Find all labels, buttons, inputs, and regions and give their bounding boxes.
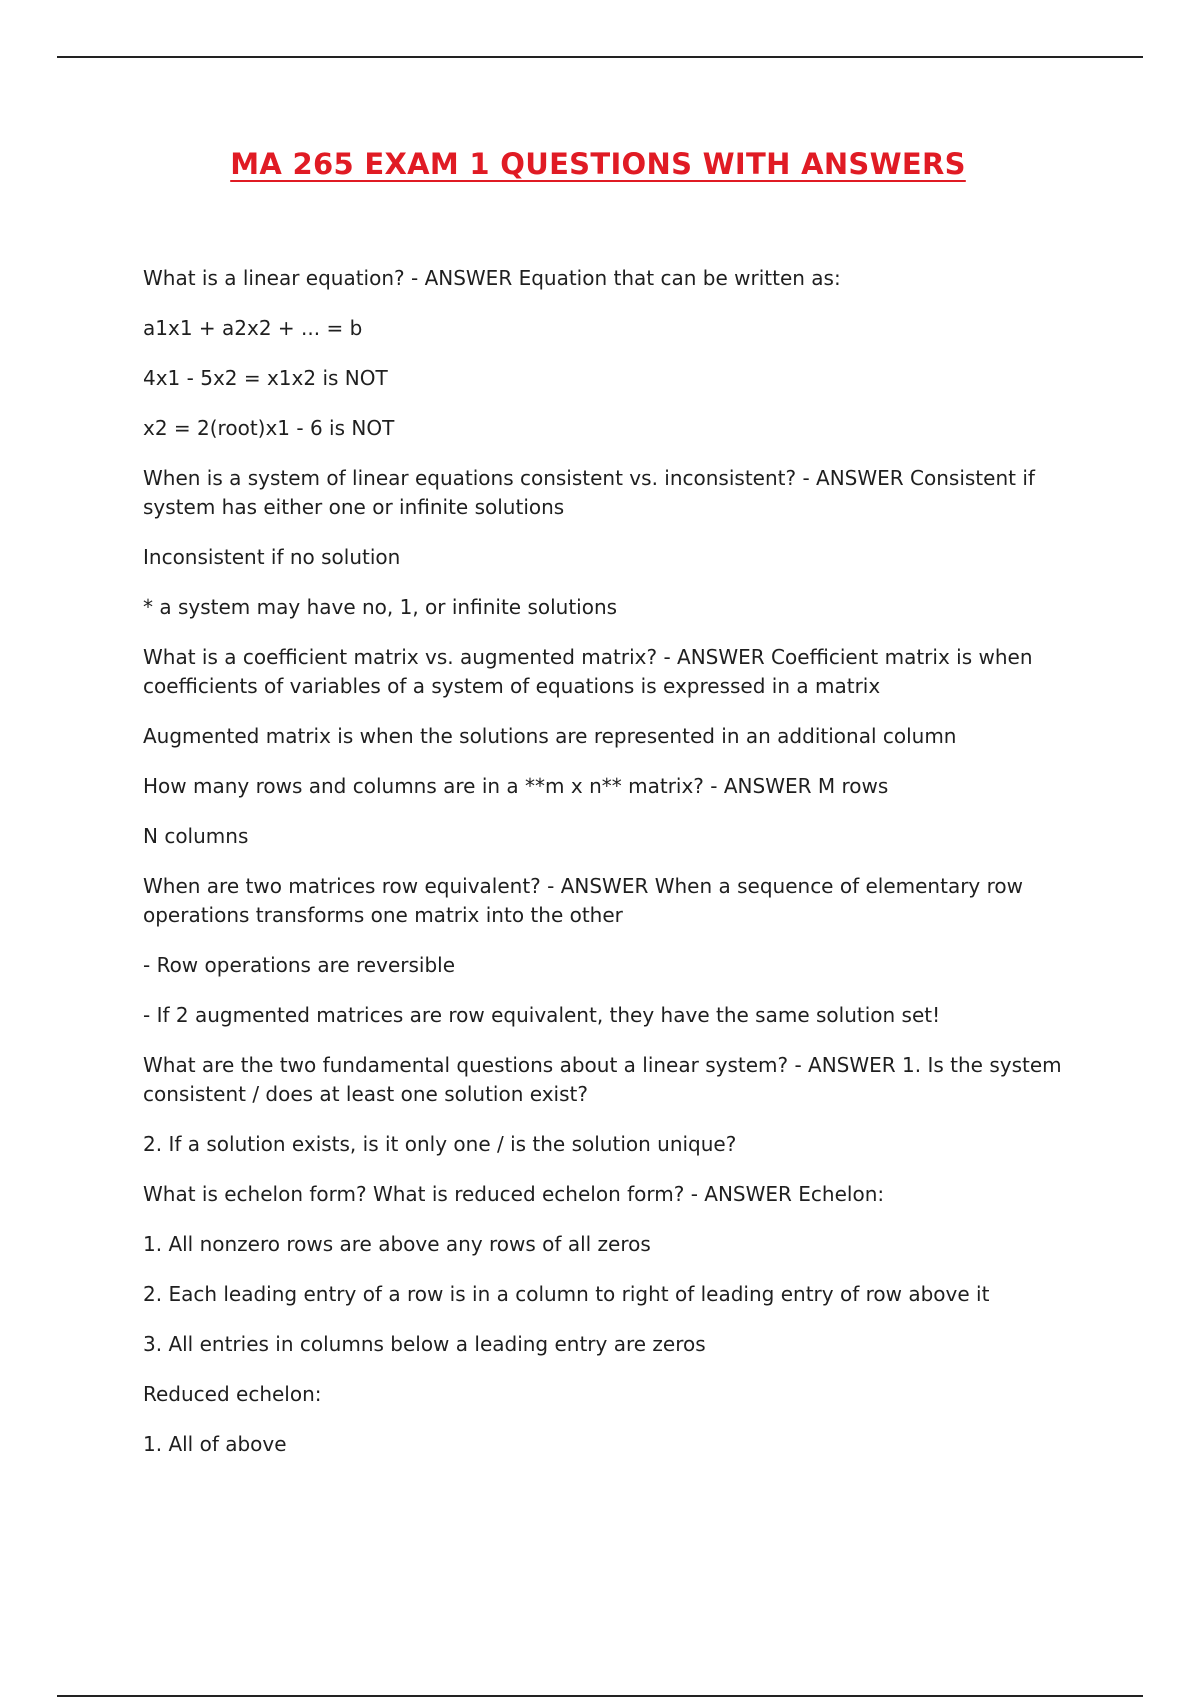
paragraph: Inconsistent if no solution xyxy=(143,545,401,569)
paragraph: When is a system of linear equations consistent vs. inconsistent? - ANSWER Consistent if system has either one or infinite solutions xyxy=(143,466,1042,519)
paragraph: What are the two fundamental questions about a linear system? - ANSWER 1. Is the system consistent / does at least one solution exist? xyxy=(143,1053,1069,1106)
paragraph: Reduced echelon: xyxy=(143,1382,322,1406)
document-title: MA 265 EXAM 1 QUESTIONS WITH ANSWERS xyxy=(230,147,966,181)
paragraph: What is a linear equation? - ANSWER Equation that can be written as: xyxy=(143,266,841,290)
paragraph: a1x1 + a2x2 + ... = b xyxy=(143,316,363,340)
paragraph: * a system may have no, 1, or infinite solutions xyxy=(143,595,618,619)
paragraph: 2. If a solution exists, is it only one / is the solution unique? xyxy=(143,1132,737,1156)
paragraph: N columns xyxy=(143,824,249,848)
paragraph: 3. All entries in columns below a leading entry are zeros xyxy=(143,1332,706,1356)
paragraph: 2. Each leading entry of a row is in a column to right of leading entry of row above it xyxy=(143,1282,990,1306)
title-container xyxy=(0,147,1200,181)
document-body xyxy=(143,264,1093,1480)
paragraph: 1. All of above xyxy=(143,1432,287,1456)
paragraph: When are two matrices row equivalent? - ANSWER When a sequence of elementary row operations transforms one matrix into the other xyxy=(143,874,1030,927)
paragraph: 4x1 - 5x2 = x1x2 is NOT xyxy=(143,366,388,390)
bottom-rule xyxy=(57,1695,1143,1697)
paragraph: - Row operations are reversible xyxy=(143,953,456,977)
top-rule xyxy=(57,56,1143,58)
paragraph: 1. All nonzero rows are above any rows of all zeros xyxy=(143,1232,651,1256)
paragraph: How many rows and columns are in a **m x n** matrix? - ANSWER M rows xyxy=(143,774,889,798)
paragraph: - If 2 augmented matrices are row equivalent, they have the same solution set! xyxy=(143,1003,941,1027)
paragraph: Augmented matrix is when the solutions are represented in an additional column xyxy=(143,724,957,748)
paragraph: What is echelon form? What is reduced echelon form? - ANSWER Echelon: xyxy=(143,1182,885,1206)
paragraph: What is a coefficient matrix vs. augmented matrix? - ANSWER Coefficient matrix is when coefficients of variables of a system of equations is expressed in a matrix xyxy=(143,645,1039,698)
paragraph: x2 = 2(root)x1 - 6 is NOT xyxy=(143,416,395,440)
